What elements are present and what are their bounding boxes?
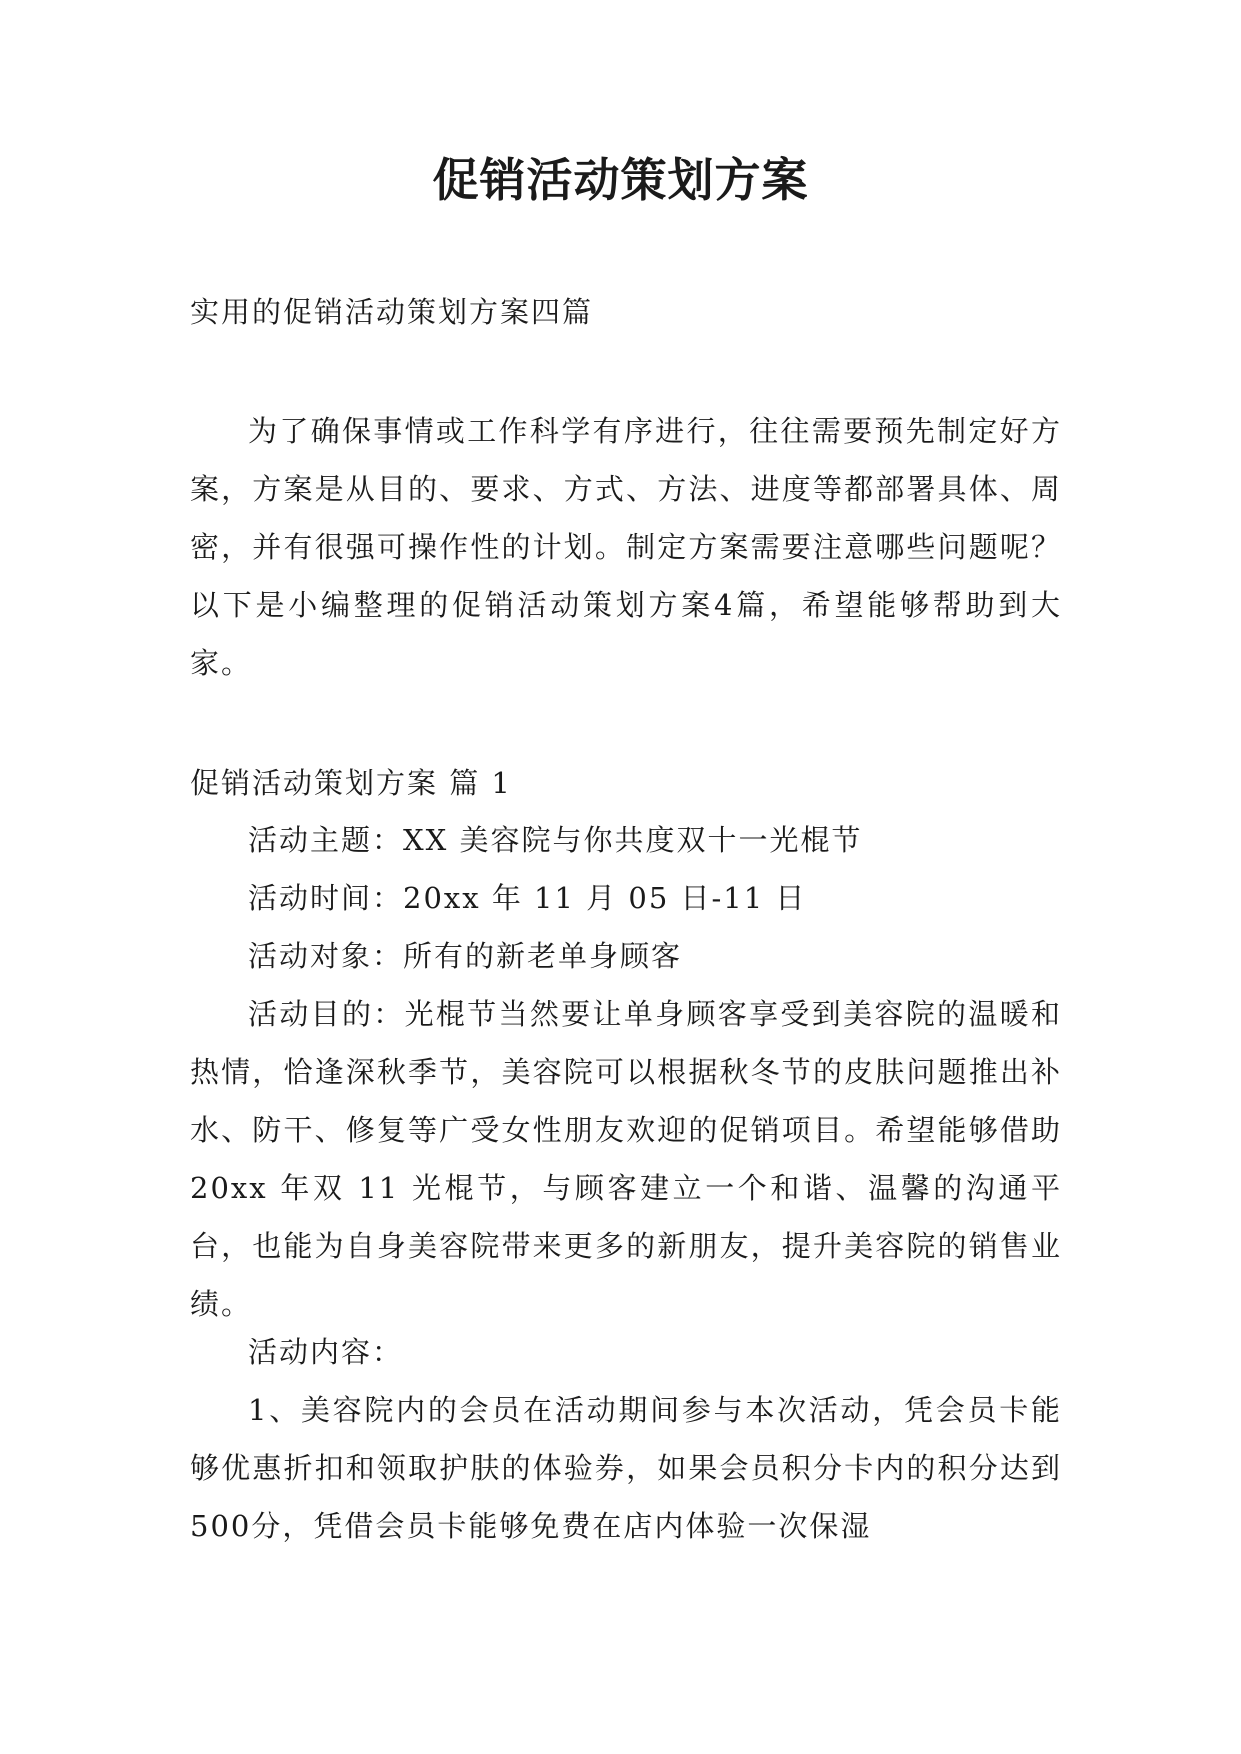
document-title: 促销活动策划方案 <box>432 153 809 207</box>
section-heading: 促销活动策划方案 篇 1 <box>190 766 512 800</box>
activity-target: 活动对象：所有的新老单身顾客 <box>248 939 683 973</box>
activity-time: 活动时间：20xx 年 11 月 05 日-11 日 <box>248 881 807 915</box>
intro-paragraph: 为了确保事情或工作科学有序进行，往往需要预先制定好方案，方案是从目的、要求、方式、方法、进度等都部署具体、周密，并有很强可操作性的计划。制定方案需要注意哪些问题呢？以下是小编整理的促销活动策划方案4篇，希望能够帮助到大家。 <box>190 414 1062 680</box>
activity-goal: 活动目的：光棍节当然要让单身顾客享受到美容院的温暖和热情，恰逢深秋季节，美容院可以根据秋冬节的皮肤问题推出补水、防干、修复等广受女性朋友欢迎的促销项目。希望能够借助 20xx 年双 11 光棍节，与顾客建立一个和谐、温馨的沟通平台，也能为自身美容院带来更多的新朋友，提升美容院的销售业绩。 <box>190 997 1062 1321</box>
activity-theme: 活动主题：XX 美容院与你共度双十一光棍节 <box>248 823 863 857</box>
document-subtitle: 实用的促销活动策划方案四篇 <box>190 295 594 329</box>
activity-content-item-1: 1、美容院内的会员在活动期间参与本次活动，凭会员卡能够优惠折扣和领取护肤的体验券，如果会员积分卡内的积分达到500分，凭借会员卡能够免费在店内体验一次保湿 <box>190 1393 1062 1543</box>
activity-content-label: 活动内容： <box>248 1335 404 1369</box>
